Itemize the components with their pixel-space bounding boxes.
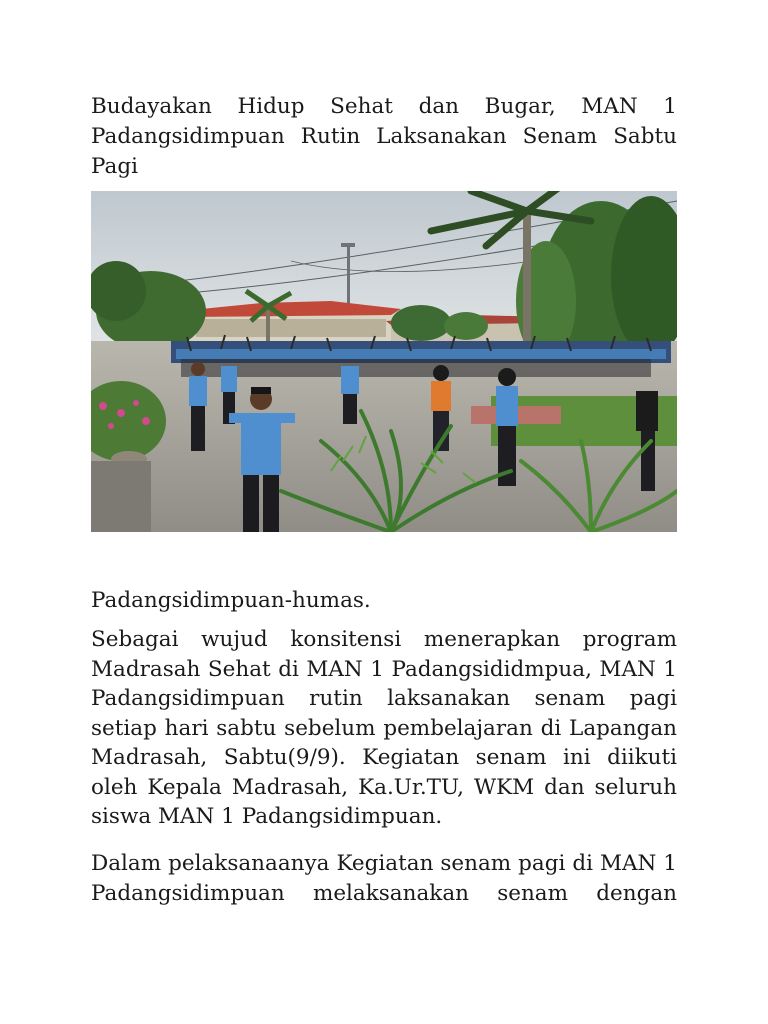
article-title: Budayakan Hidup Sehat dan Bugar, MAN 1 Padangsidimpuan Rutin Laksanakan Senam Sabtu Pagi <box>91 94 677 179</box>
article-paragraph: Dalam pelaksanaanya Kegiatan senam pagi di MAN 1 Padangsidimpuan melaksanakan senam dengan <box>91 851 677 906</box>
article-dateline: Padangsidimpuan-humas. <box>91 588 371 613</box>
article-photo <box>91 191 677 532</box>
article-paragraph: Sebagai wujud konsitensi menerapkan program Madrasah Sehat di MAN 1 Padangsididmpua, MAN 1 Padangsidimpuan rutin laksanakan senam pagi setiap hari sabtu sebelum pembelajaran di Lapangan Madrasah, Sabtu(9/9). Kegiatan senam ini diikuti oleh Kepala Madrasah, Ka.Ur.TU, WKM dan seluruh siswa MAN 1 Padangsidimpuan. <box>91 627 677 829</box>
photo-image <box>91 191 677 532</box>
